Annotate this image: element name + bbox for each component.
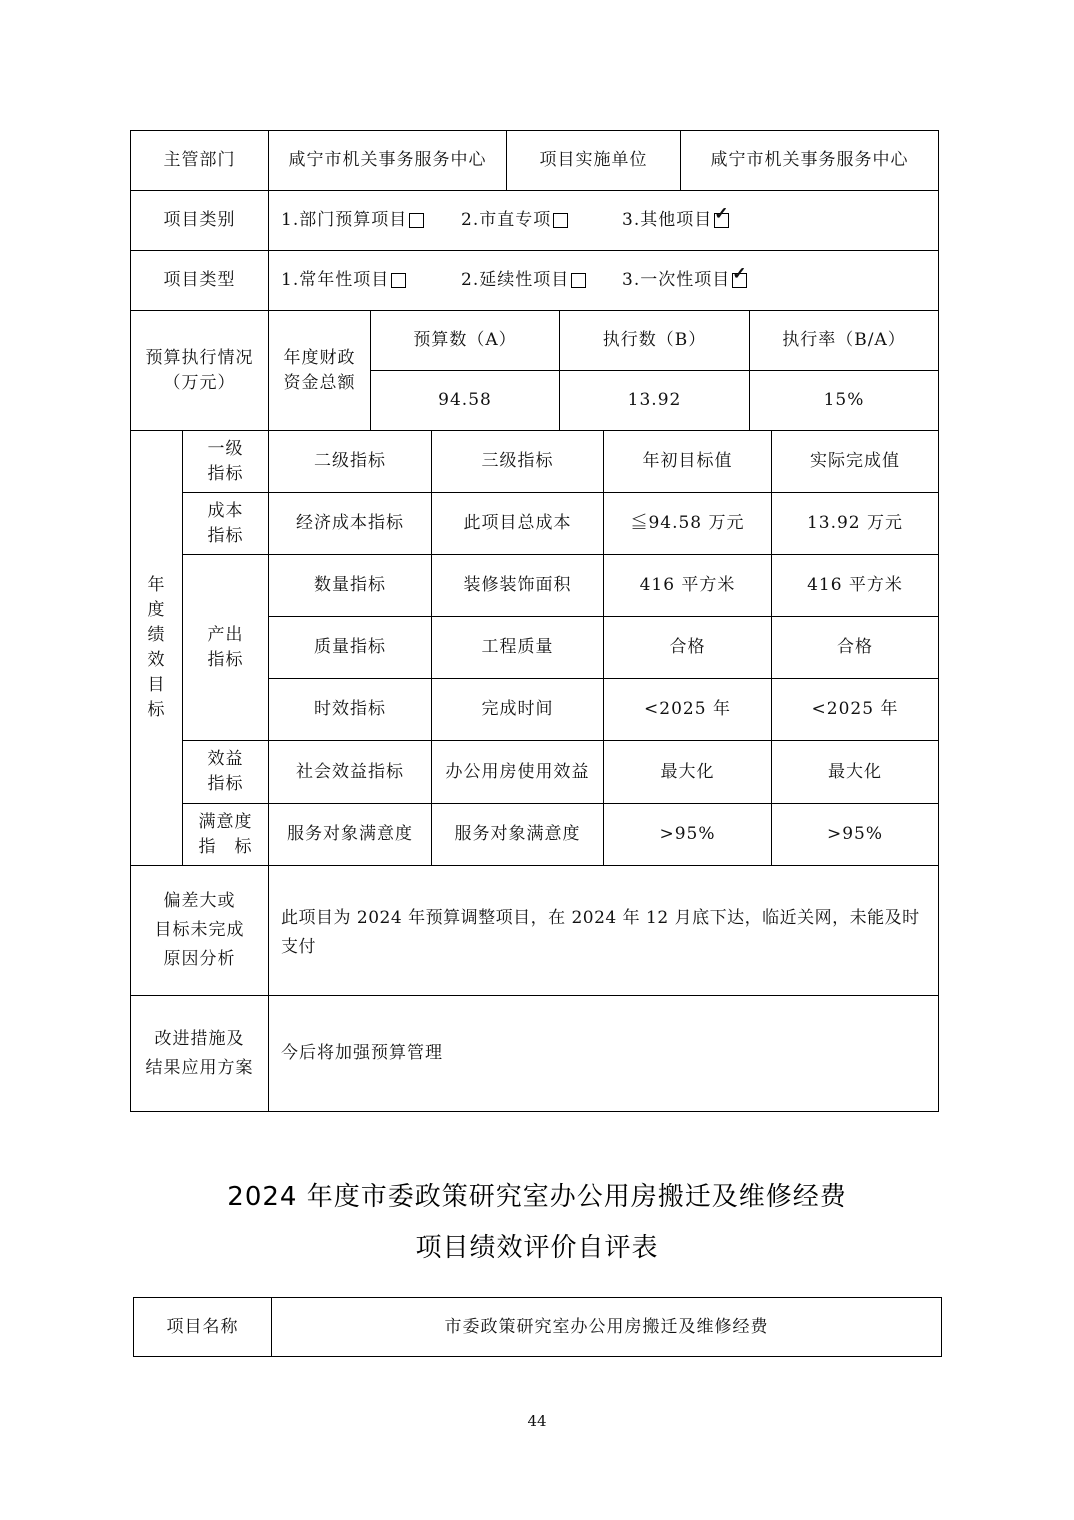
category-option-2: 2.市直专项 bbox=[461, 208, 622, 233]
group-benefit: 效益 指标 bbox=[207, 749, 244, 794]
target-cell: 合格 bbox=[669, 637, 706, 657]
improve-value: 今后将加强预算管理 bbox=[281, 1043, 443, 1063]
level2-cell: 数量指标 bbox=[314, 575, 386, 595]
category-option-1: 1.部门预算项目 bbox=[281, 208, 461, 233]
impl-value: 咸宁市机关事务服务中心 bbox=[710, 150, 909, 170]
checkbox-checked-icon: ✓ bbox=[732, 273, 747, 288]
budget-b-value: 13.92 bbox=[627, 390, 682, 410]
checkbox-unchecked-icon bbox=[391, 273, 406, 288]
header-level3: 三级指标 bbox=[481, 451, 554, 471]
type-option-2: 2.延续性项目 bbox=[461, 268, 622, 293]
type-option-1: 1.常年性项目 bbox=[281, 268, 461, 293]
header-level2: 二级指标 bbox=[314, 451, 386, 471]
checkbox-unchecked-icon bbox=[409, 213, 424, 228]
page-title: 2024 年度市委政策研究室办公用房搬迁及维修经费 bbox=[227, 1182, 847, 1212]
actual-cell: >95% bbox=[826, 824, 884, 844]
level2-cell: 社会效益指标 bbox=[296, 761, 404, 782]
budget-a-label: 预算数（A） bbox=[413, 330, 517, 350]
group-cost: 成本 指标 bbox=[207, 500, 244, 546]
actual-cell: 最大化 bbox=[828, 761, 882, 782]
rate-value: 15% bbox=[823, 390, 865, 410]
perf-label: 年 度 绩 效 目 标 bbox=[147, 575, 166, 720]
page-subtitle: 项目绩效评价自评表 bbox=[415, 1233, 659, 1263]
level3-cell: 服务对象满意度 bbox=[454, 824, 581, 844]
level2-cell: 经济成本指标 bbox=[296, 513, 404, 533]
project-name-value: 市委政策研究室办公用房搬迁及维修经费 bbox=[444, 1316, 769, 1337]
header-target: 年初目标值 bbox=[642, 451, 733, 471]
level3-cell: 装修装饰面积 bbox=[463, 575, 572, 595]
group-satisfaction: 满意度 指 标 bbox=[198, 811, 253, 857]
type-options bbox=[269, 251, 938, 310]
page-number: 44 bbox=[527, 1412, 547, 1430]
fund-label: 年度财政 资金总额 bbox=[283, 347, 356, 393]
actual-cell: 13.92 万元 bbox=[806, 513, 904, 533]
actual-cell: 416 平方米 bbox=[807, 575, 903, 595]
level3-cell: 工程质量 bbox=[481, 637, 554, 657]
level3-cell: 此项目总成本 bbox=[463, 513, 572, 533]
header-level1: 一级 指标 bbox=[207, 438, 244, 484]
checkbox-unchecked-icon bbox=[553, 213, 568, 228]
header-actual: 实际完成值 bbox=[810, 451, 900, 471]
budget-a-value: 94.58 bbox=[438, 390, 492, 410]
target-cell: 416 平方米 bbox=[639, 575, 736, 595]
budget-label: 预算执行情况 （万元） bbox=[145, 347, 254, 393]
target-cell: <2025 年 bbox=[644, 699, 731, 719]
deviation-label: 偏差大或 目标未完成 原因分析 bbox=[154, 891, 245, 969]
checkbox-checked-icon: ✓ bbox=[714, 213, 729, 228]
project-name-label: 项目名称 bbox=[166, 1316, 239, 1337]
target-cell: ≦94.58 万元 bbox=[630, 513, 745, 533]
category-option-3: 3.其他项目 ✓ bbox=[622, 204, 730, 230]
checkbox-unchecked-icon bbox=[571, 273, 586, 288]
category-label: 项目类别 bbox=[163, 210, 236, 230]
level2-cell: 服务对象满意度 bbox=[287, 824, 413, 844]
rate-label: 执行率（B/A） bbox=[782, 330, 906, 350]
level3-cell: 完成时间 bbox=[481, 699, 554, 719]
impl-label: 项目实施单位 bbox=[539, 150, 648, 170]
level2-cell: 质量指标 bbox=[314, 637, 386, 657]
category-options bbox=[269, 191, 938, 250]
type-option-3: 3.一次性项目 ✓ bbox=[622, 264, 748, 290]
actual-cell: <2025 年 bbox=[811, 699, 899, 719]
dept-label: 主管部门 bbox=[163, 150, 236, 170]
budget-b-label: 执行数（B） bbox=[602, 330, 707, 350]
actual-cell: 合格 bbox=[837, 637, 873, 657]
improve-label: 改进措施及 结果应用方案 bbox=[145, 1028, 254, 1078]
type-label: 项目类型 bbox=[163, 270, 236, 290]
target-cell: >95% bbox=[659, 824, 716, 844]
level3-cell: 办公用房使用效益 bbox=[445, 761, 590, 782]
level2-cell: 时效指标 bbox=[314, 699, 386, 719]
group-output: 产出 指标 bbox=[207, 624, 244, 670]
dept-value: 咸宁市机关事务服务中心 bbox=[288, 150, 487, 170]
deviation-value: 此项目为 2024 年预算调整项目，在 2024 年 12 月底下达，临近关网，未能及时 支付 bbox=[281, 908, 920, 957]
target-cell: 最大化 bbox=[660, 761, 715, 782]
